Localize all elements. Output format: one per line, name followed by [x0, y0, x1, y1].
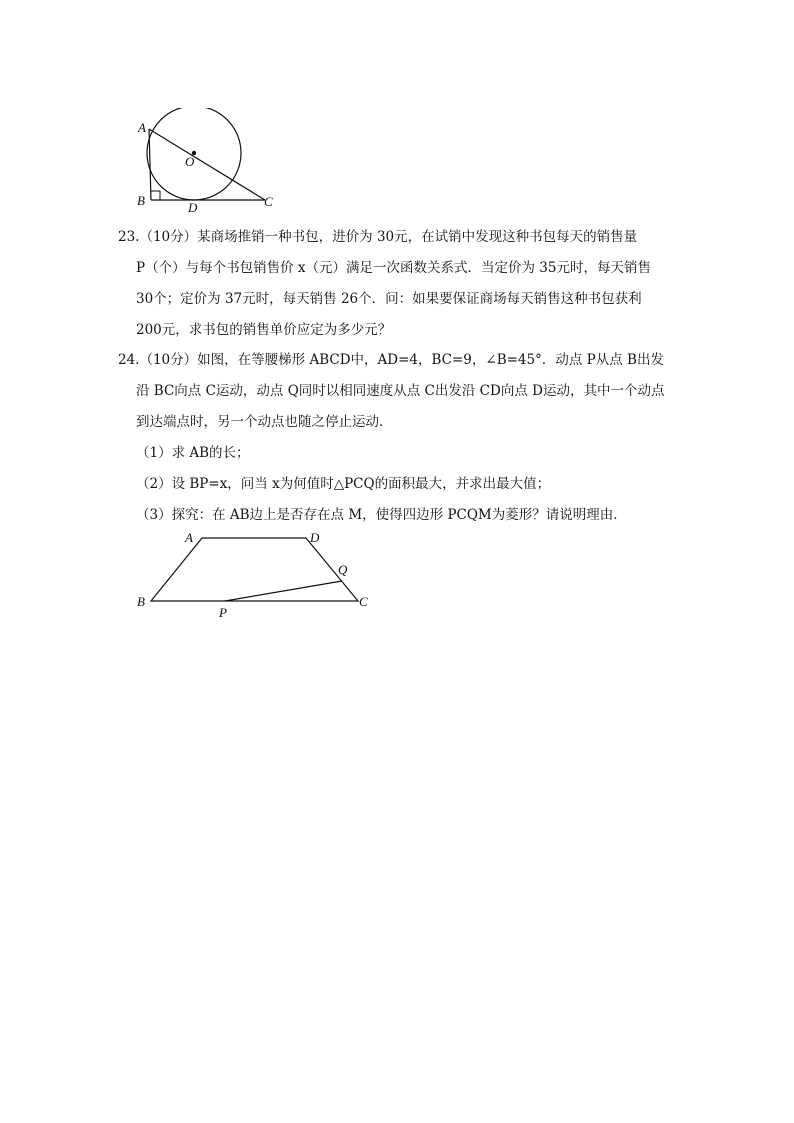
label-b: B: [137, 594, 145, 609]
figure-trapezoid: [130, 528, 380, 623]
segment-ab: [149, 129, 151, 200]
label-d: D: [310, 530, 320, 545]
trapezoid-diagram: [130, 528, 380, 623]
question-23: [118, 222, 678, 346]
q24-part-3: （3）探究：在 AB边上是否存在点 M，使得四边形 PCQM为菱形？请说明理由．: [136, 507, 627, 523]
q23-line-4: 200元，求书包的销售单价应定为多少元？: [136, 322, 392, 338]
label-b: B: [137, 193, 145, 208]
label-c: C: [359, 594, 368, 609]
q23-line-2: P（个）与每个书包销售价 x（元）满足一次函数关系式．当定价为 35元时，每天销售: [136, 260, 651, 276]
q24-part-1: （1）求 AB的长；: [136, 445, 250, 461]
q24-line-1: 24.（10分）如图，在等腰梯形 ABCD中，AD=4，BC=9，∠B=45°．动点 P从点 B出发: [118, 352, 664, 368]
trapezoid-abcd: [151, 538, 358, 601]
segment-pq: [225, 581, 342, 601]
question-24: [118, 345, 678, 531]
q24-line-3: 到达端点时，另一个动点也随之停止运动．: [136, 414, 393, 430]
circle-diagram: [130, 108, 290, 213]
right-angle-mark: [151, 191, 160, 200]
label-p: P: [219, 605, 227, 620]
segment-ac: [149, 129, 265, 200]
label-q: Q: [338, 562, 348, 577]
figure-circle-triangle: [130, 108, 290, 213]
label-c: C: [264, 194, 273, 209]
label-d: D: [188, 200, 198, 213]
label-o: O: [185, 154, 195, 169]
q24-line-2: 沿 BC向点 C运动，动点 Q同时以相同速度从点 C出发沿 CD向点 D运动，其中一个动点: [136, 383, 665, 399]
q24-part-2: （2）设 BP=x，问当 x为何值时△PCQ的面积最大，并求出最大值；: [136, 476, 551, 492]
q23-line-3: 30个；定价为 37元时，每天销售 26个．问：如果要保证商场每天销售这种书包获利: [136, 291, 642, 307]
q23-line-1: 23.（10分）某商场推销一种书包，进价为 30元，在试销中发现这种书包每天的销售量: [118, 229, 638, 245]
label-a: A: [185, 530, 193, 545]
label-a: A: [138, 120, 146, 135]
